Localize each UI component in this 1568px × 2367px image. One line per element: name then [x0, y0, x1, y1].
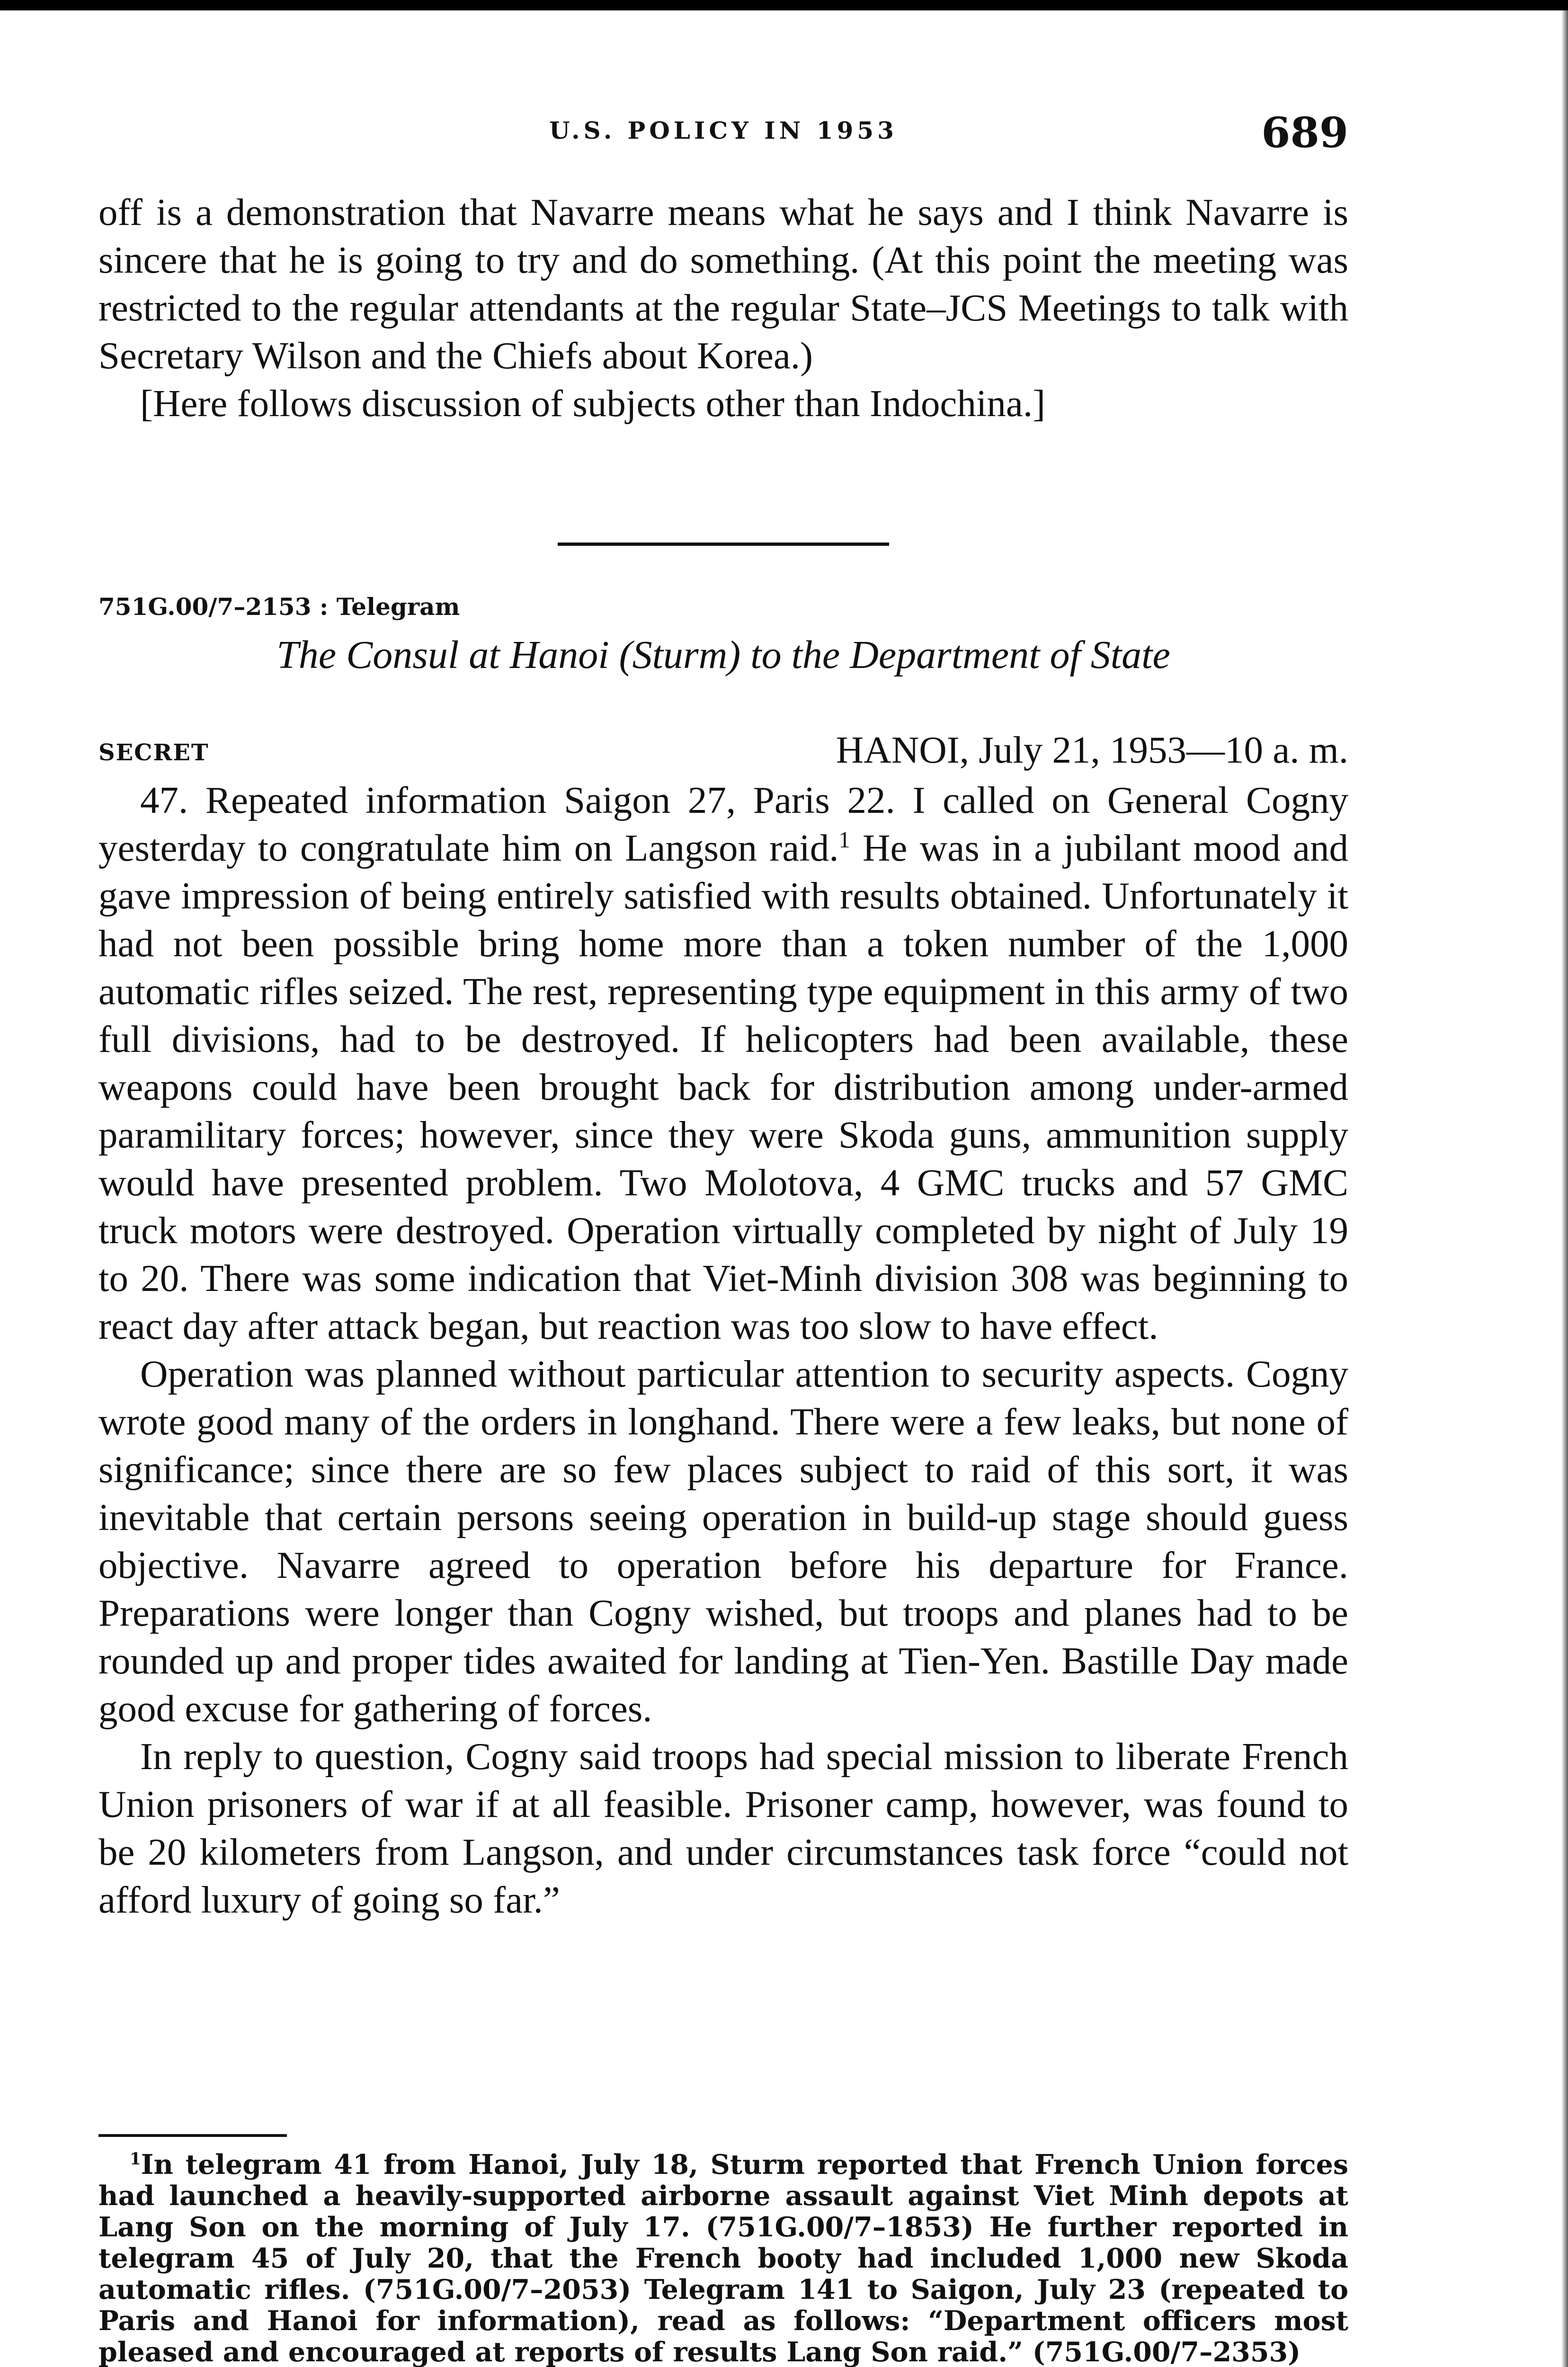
paragraph-text: 47. Repeated information Saigon 27, Paris 22. I called on General Cogny yesterday to congratulate him on Langson raid.	[98, 779, 1348, 869]
telegram-paragraph	[98, 776, 1348, 1350]
document-meta	[98, 728, 1348, 780]
footnote-marker: 1	[838, 827, 850, 853]
page-right-shadow	[1561, 10, 1568, 2367]
file-reference: 751G.00/7–2153 : Telegram	[98, 593, 460, 621]
telegram-paragraph: Operation was planned without particular attention to security aspects. Cogny wrote good many of the orders in longhand. There were a few leaks, but none of significance; since there are so few places subject to raid of this sort, it was inevitable that certain persons seeing operation in build-up stage should guess objective. Navarre agreed to operation before his departure for France. Preparations were longer than Cogny wished, but troops and planes had to be rounded up and proper tides awaited for landing at Tien-Yen. Bastille Day made good excuse for gathering of forces.	[98, 1353, 1348, 1730]
continued-paragraph: off is a demonstration that Navarre means what he says and I think Navarre is sincere that he is going to try and do something. (At this point the meeting was restricted to the regular attendants at the regular State–JCS Meetings to talk with Secretary Wilson and the Chiefs about Korea.)	[98, 191, 1348, 377]
footnote-number: 1	[130, 2150, 141, 2169]
paragraph-text: He was in a jubilant mood and gave impression of being entirely satisfied with results obtained. Unfortunately it had not been possible bring home more than a token number of the 1,000 automatic rifles seized. The rest, representing type equipment in this army of two full divisions, had to be destroyed. If helicopters had been available, these weapons could have been brought back for distribution among under-armed paramilitary forces; however, since they were Skoda guns, ammunition supply would have presented problem. Two Molotova, 4 GMC trucks and 57 GMC truck motors were destroyed. Operation virtually completed by night of July 19 to 20. There was some indication that Viet-Minh division 308 was beginning to react day after attack began, but reaction was too slow to have effect.	[98, 827, 1348, 1347]
running-title: U.S. POLICY IN 1953	[549, 116, 898, 144]
dateline: HANOI, July 21, 1953—10 a. m.	[836, 729, 1348, 771]
section-divider	[558, 543, 889, 546]
telegram-paragraph: In reply to question, Cogny said troops had special mission to liberate French Union prisoners of war if at all feasible. Prisoner camp, however, was found to be 20 kilometers from Langson, and under circumstances task force “could not afford luxury of going so far.”	[98, 1735, 1348, 1921]
footnote-divider	[98, 2134, 287, 2137]
footnote-text: In telegram 41 from Hanoi, July 18, Sturm reported that French Union forces had launched a heavily-supported airborne assault against Viet Minh depots at Lang Son on the morning of July 17. (751G.00/7–1853) He further reported in telegram 45 of July 20, that the French booty had included 1,000 new Skoda automatic rifles. (751G.00/7–2053) Telegram 141 to Saigon, July 23 (repeated to Paris and Hanoi for information), read as follows: “Department officers most pleased and encouraged at reports of results Lang Son raid.” (751G.00/7–2353)	[98, 2149, 1348, 2367]
page-top-edge	[0, 0, 1568, 10]
page-number: 689	[1261, 108, 1348, 157]
classification-label: SECRET	[98, 739, 209, 766]
document-title: The Consul at Hanoi (Sturm) to the Department of State	[276, 633, 1170, 677]
telegram-body	[98, 776, 1348, 1924]
running-head	[98, 108, 1348, 165]
continued-text	[98, 188, 1348, 427]
footnote	[98, 2149, 1348, 2367]
editorial-note: [Here follows discussion of subjects other than Indochina.]	[140, 382, 1046, 425]
